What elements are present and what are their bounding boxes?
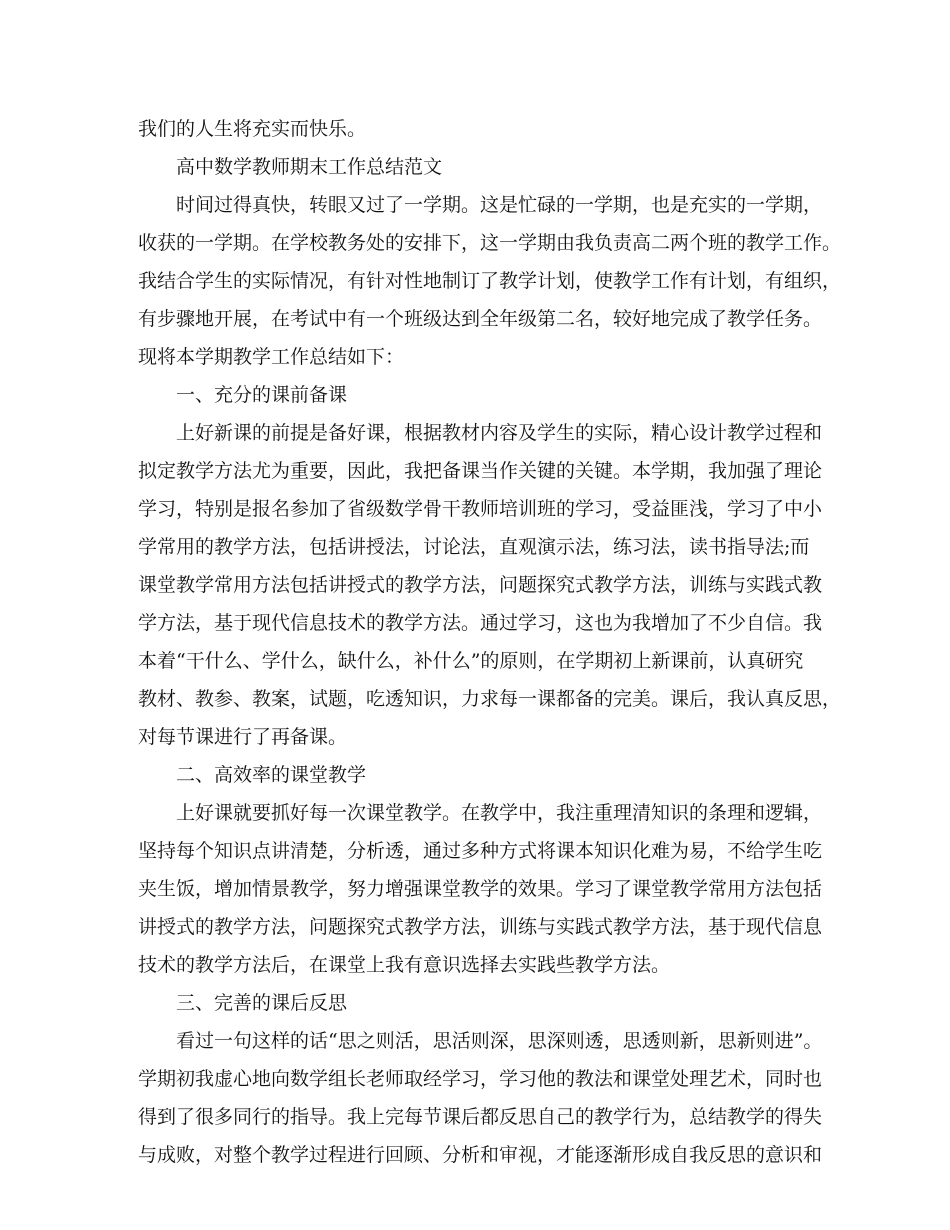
text-line: 夹生饭，增加情景教学，努力增强课堂教学的效果。学习了课堂教学常用方法包括 bbox=[138, 878, 823, 900]
text-line: 看过一句这样的话“思之则活，思活则深，思深则透，思透则新，思新则进”。 bbox=[176, 1030, 823, 1052]
text-line: 教材、教参、教案，试题，吃透知识，力求每一课都备的完美。课后，我认真反思， bbox=[138, 688, 842, 710]
text-line: 技术的教学方法后，在课堂上我有意识选择去实践些教学方法。 bbox=[138, 954, 671, 976]
text-line: 我结合学生的实际情况，有针对性地制订了教学计划，使教学工作有计划，有组织， bbox=[138, 270, 842, 292]
text-line: 拟定教学方法尤为重要，因此，我把备课当作关键的关键。本学期，我加强了理论 bbox=[138, 460, 823, 482]
text-line: 收获的一学期。在学校教务处的安排下，这一学期由我负责高二两个班的教学工作。 bbox=[138, 232, 842, 254]
text-line: 学常用的教学方法，包括讲授法，讨论法，直观演示法，练习法，读书指导法;而 bbox=[138, 536, 810, 558]
text-line: 对每节课进行了再备课。 bbox=[138, 726, 348, 748]
text-line: 有步骤地开展，在考试中有一个班级达到全年级第二名，较好地完成了教学任务。 bbox=[138, 308, 823, 330]
text-line: 学期初我虚心地向数学组长老师取经学习，学习他的教法和课堂处理艺术，同时也 bbox=[138, 1068, 823, 1090]
text-line: 上好新课的前提是备好课，根据教材内容及学生的实际，精心设计教学过程和 bbox=[176, 422, 823, 444]
text-line: 我们的人生将充实而快乐。 bbox=[138, 118, 367, 140]
section-heading: 二、高效率的课堂教学 bbox=[176, 764, 367, 786]
section-heading: 一、充分的课前备课 bbox=[176, 384, 348, 406]
text-line: 时间过得真快，转眼又过了一学期。这是忙碌的一学期，也是充实的一学期， bbox=[176, 194, 823, 216]
text-line: 坚持每个知识点讲清楚，分析透，通过多种方式将课本知识化难为易，不给学生吃 bbox=[138, 840, 823, 862]
text-line: 现将本学期教学工作总结如下： bbox=[138, 346, 405, 368]
text-line: 本着“干什么、学什么，缺什么，补什么”的原则，在学期初上新课前，认真研究 bbox=[138, 650, 804, 672]
text-line: 学方法，基于现代信息技术的教学方法。通过学习，这也为我增加了不少自信。我 bbox=[138, 612, 823, 634]
text-line: 与成败，对整个教学过程进行回顾、分析和审视，才能逐渐形成自我反思的意识和 bbox=[138, 1144, 823, 1166]
section-heading: 三、完善的课后反思 bbox=[176, 992, 348, 1014]
text-line: 课堂教学常用方法包括讲授式的教学方法，问题探究式教学方法，训练与实践式教 bbox=[138, 574, 823, 596]
section-title: 高中数学教师期末工作总结范文 bbox=[176, 156, 443, 178]
text-line: 讲授式的教学方法，问题探究式教学方法，训练与实践式教学方法，基于现代信息 bbox=[138, 916, 823, 938]
text-line: 学习，特别是报名参加了省级数学骨干教师培训班的学习，受益匪浅，学习了中小 bbox=[138, 498, 823, 520]
text-line: 得到了很多同行的指导。我上完每节课后都反思自己的教学行为，总结教学的得失 bbox=[138, 1106, 823, 1128]
text-line: 上好课就要抓好每一次课堂教学。在教学中，我注重理清知识的条理和逻辑， bbox=[176, 802, 823, 824]
